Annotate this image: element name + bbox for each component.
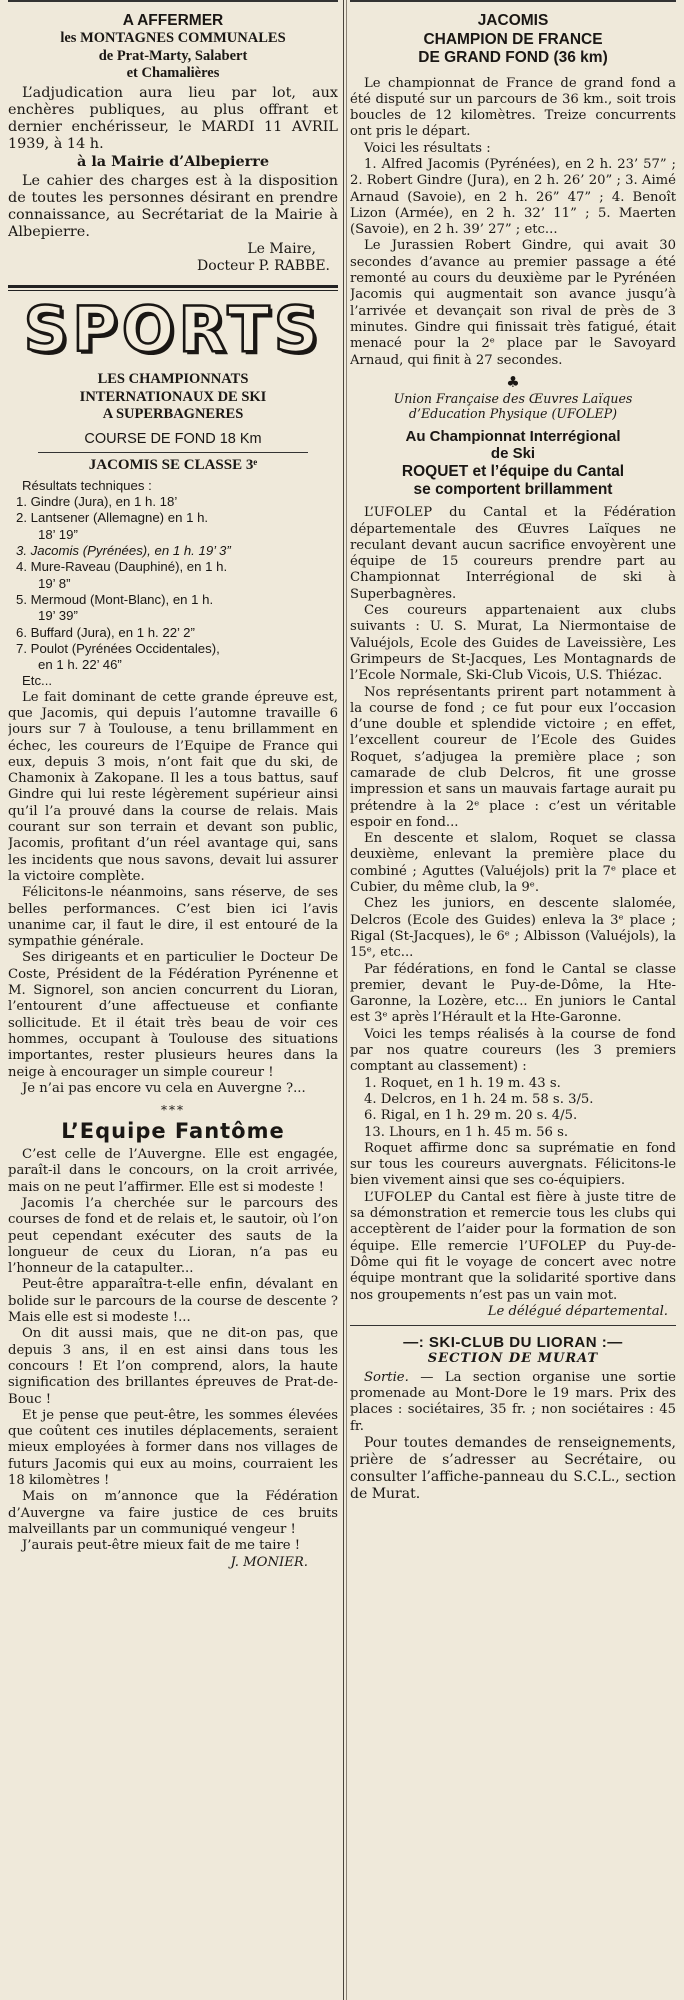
notice-location: à la Mairie d’Albepierre (77, 153, 269, 171)
notice-subtitle-3: et Chamalières (126, 65, 220, 81)
jacomis-title-1: JACOMIS (477, 12, 549, 29)
results-list (8, 478, 338, 690)
result-line-cont: 19’ 8” (38, 575, 71, 591)
article-title-3: A SUPERBAGNERES (102, 406, 244, 423)
ufolep-paragraph: Chez les juniors, en descente slalomée, Delcros (Ecole des Guides) enleva la 3ᵉ place ; Rigal (St-Jacques), le 6ᵉ ; Albisson (Valuéjols), la 15ᵉ, etc... (350, 896, 676, 961)
notice-sign-name: Docteur P. RABBE. (197, 258, 330, 275)
ufolep-paragraph: Nos représentants prirent part notamment à la course de fond ; ce fut pour eux l’occasion d’une double et splendide victoire ; en effet, l’excellent coureur de l’Ecole des Guides Roquet, s’adjugea la première place ; son camarade de club Delcros, fit une grosse impression et sans un mauvais fartage aurait pu prétendre à la 2ᵉ place : c’est un véritable espoir en fond... (350, 684, 676, 830)
stars-separator: *** (161, 1103, 185, 1118)
sortie-text: — La section organise une sortie promenade au Mont-Dore le 19 mars. Prix des places : sociétaires, 35 fr. ; non sociétaires : 45 fr. (350, 1369, 676, 1434)
result-line-cont: en 1 h. 22’ 46” (38, 657, 122, 673)
column-rule-thin (346, 0, 347, 2000)
time-line: 13. Lhours, en 1 h. 45 m. 56 s. (364, 1124, 569, 1140)
fantome-paragraph: Peut-être apparaîtra-t-elle enfin, dévalant en bolide sur le parcours de la course de descente ? Mais elle est si modeste !... (8, 1277, 338, 1326)
sortie-label: Sortie. (364, 1369, 409, 1385)
fantome-paragraph: C’est celle de l’Auvergne. Elle est engagée, paraît-il dans le concours, on la croit arrivée, mais on ne peut l’affirmer. Elle est si modeste ! (8, 1147, 338, 1195)
ufolep-times (350, 1076, 676, 1141)
column-rule (343, 0, 344, 2000)
article-skiclub (350, 1334, 676, 1503)
notice-title: A AFFERMER (122, 12, 224, 29)
fantome-signature: J. MONIER. (230, 1554, 308, 1570)
article-paragraph: Le fait dominant de cette grande épreuve est, que Jacomis, qui depuis l’automne travaille 6 jours sur 7 à Toulouse, a tenu brillamment en échec, les coureurs de l’Equipe de France qui eux, depuis 3 mois, n’ont fait que du ski, de Chamonix à Zakopane. Il les a tous battus, sauf Gindre qui lui reste légèrement supérieur ainsi qu’il l’a prouvé dans la course de relais. Mais courant sur son terrain et devant son public, Jacomis, profitant d’un réel avantage qui, sans les incidents que nous savons, devait lui assurer la victoire complète. (8, 689, 338, 884)
classe-heading: JACOMIS SE CLASSE 3ᵉ (88, 456, 258, 473)
notice-subtitle-2: de Prat-Marty, Salabert (98, 47, 248, 64)
divider (38, 452, 308, 453)
results-etc: Etc... (22, 673, 53, 689)
article-title-1: LES CHAMPIONNATS (97, 371, 249, 388)
article-ufolep (350, 391, 676, 1319)
skiclub-subtitle: SECTION DE MURAT (427, 1350, 599, 1366)
result-line: 1. Gindre (Jura), en 1 h. 18’ (16, 494, 178, 510)
result-line-cont: 18’ 19” (38, 526, 78, 542)
ufolep-paragraph: Voici les temps réalisés à la course de fond par nos quatre coureurs (les 3 premiers comptant au classement) : (350, 1026, 676, 1075)
result-line: 2. Lantsener (Allemagne) en 1 h. (16, 510, 209, 526)
ufolep-paragraph: Par fédérations, en fond le Cantal se classe premier, devant le Puy-de-Dôme, la Hte-Garonne, la Lozère, etc... En juniors le Cantal est 3ᵉ après l’Hérault et la Hte-Garonne. (350, 961, 676, 1026)
ufolep-paragraph: Roquet affirme donc sa suprématie en fond sur tous les coureurs auvergnats. Félicitons-le bien vivement ainsi que ses co-équipiers. (350, 1140, 676, 1189)
result-line-cont: 19’ 39” (38, 608, 78, 624)
article-fantome (8, 1103, 338, 1569)
result-line: 3. Jacomis (Pyrénées), en 1 h. 19’ 3” (16, 543, 231, 559)
left-column (8, 0, 338, 2000)
notice-sign-role: Le Maire, (247, 241, 316, 258)
article-paragraph: Je n’ai pas encore vu cela en Auvergne ?... (22, 1080, 306, 1096)
ufolep-paragraph: Ces coureurs appartenaient aux clubs suivants : U. S. Murat, La Niermontaise de Valuéjols, Ecole des Guides de Laveissière, Les Grimpeurs de St-Jacques, Les Montagnards de l’Ecole Normale, Ski-Club Vicois, U.S. Thiézac. (350, 603, 676, 684)
result-line: 4. Mure-Raveau (Dauphiné), en 1 h. (16, 559, 228, 575)
jacomis-results-label: Voici les résultats : (364, 140, 491, 156)
club-ornament-icon: ♣ (506, 372, 520, 391)
article-jacomis (350, 12, 676, 369)
time-line: 1. Roquet, en 1 h. 19 m. 43 s. (364, 1075, 561, 1091)
jacomis-intro: Le championnat de France de grand fond a été disputé sur un parcours de 36 km., soit trois boucles de 12 kilomètres. Treize concurrents ont pris le départ. (350, 75, 676, 140)
sports-banner: SPORTS (23, 293, 323, 367)
jacomis-title-2: CHAMPION DE FRANCE (423, 30, 603, 48)
skiclub-title: —: SKI-CLUB DU LIORAN :— (403, 1333, 623, 1351)
fantome-paragraph: Et je pense que peut-être, les sommes élevées que coûtent ces inutiles déplacements, seraient mieux employées à former dans nos villages de futurs Jacomis qui eux au moins, courraient les 18 kilomètres ! (8, 1407, 338, 1489)
result-line: 6. Buffard (Jura), en 1 h. 22’ 2” (16, 624, 195, 640)
fantome-closing (8, 1538, 338, 1554)
section-divider (8, 285, 338, 291)
notice-affermer (8, 12, 338, 275)
result-line: 5. Mermoud (Mont-Blanc), en 1 h. (16, 591, 214, 607)
fantome-paragraph: Mais on m’annonce que la Fédération d’Auvergne va faire justice de ces bruits malveillants par un communiqué vengeur ! (8, 1489, 338, 1537)
notice-subtitle-1: les MONTAGNES COMMUNALES (60, 30, 286, 46)
divider (350, 1325, 676, 1326)
jacomis-results: 1. Alfred Jacomis (Pyrénées), en 2 h. 23’ 57” ; 2. Robert Gindre (Jura), en 2 h. 26’ 20” ; 3. Aimé Arnaud (Savoie), en 2 h. 26” 47” ; 4. Benoît Lizon (Armée), en 2 h. 32’ 11” ; 5. Maerten (Savoie), en 2 h. 39’ 27” ; etc... (350, 156, 676, 238)
article-paragraph: Félicitons-le néanmoins, sans réserve, de ses belles performances. C’est bien ici l’avis unanime car, il faut le dire, il est entouré de la sympathie générale. (8, 885, 338, 950)
results-label: Résultats techniques : (22, 477, 152, 493)
top-border (350, 0, 676, 8)
ufolep-paragraph: En descente et slalom, Roquet se classa deuxième, enlevant la première place du combiné ; Aguttes (Valuéjols) prit la 7ᵉ place et Cubier, du même club, la 9ᵉ. (350, 831, 676, 896)
ufolep-paragraph: L’UFOLEP du Cantal est fière à juste titre de sa démonstration et remercie tous les clubs qui acceptèrent de l’aider pour la formation de son équipe. Elle remercie l’UFOLEP du Puy-de-Dôme qui fit le voyage de concert avec notre équipe montrant que la solidarité sportive dans nos groupements n’est pas un vain mot. (350, 1189, 676, 1303)
jacomis-title-3: DE GRAND FOND (36 km) (418, 49, 608, 66)
top-border (8, 0, 338, 8)
ufolep-paragraph: L’UFOLEP du Cantal et la Fédération départementale des Œuvres Laïques ne reculant devant aucun sacrifice envoyèrent une équipe de 15 coureurs prendre part au Championnat Interrégional de ski à Superbagnères. (350, 505, 676, 602)
notice-body-2: Le cahier des charges est à la disposition de toutes les personnes désirant en prendre connaissance, au Secrétariat de la Mairie à Albepierre. (8, 172, 338, 241)
ufolep-org-1: Union Française des Œuvres Laïques (393, 390, 633, 406)
fantome-paragraph: On dit aussi mais, que ne dit-on pas, que depuis 3 ans, il en est ainsi dans tous les concours ! Et l’on comprend, alors, la haute signification des brillantes épreuves de Prat-de-Bouc ! (8, 1326, 338, 1407)
article-title-2: INTERNATIONAUX DE SKI (79, 388, 267, 405)
time-line: 4. Delcros, en 1 h. 24 m. 58 s. 3/5. (364, 1091, 594, 1107)
ufolep-signature: Le délégué départemental. (487, 1303, 668, 1319)
ufolep-heading-3: ROQUET et l’équipe du Cantal (401, 462, 625, 480)
right-column (350, 0, 676, 2000)
time-line: 6. Rigal, en 1 h. 29 m. 20 s. 4/5. (364, 1108, 578, 1124)
article-paragraph: Ses dirigeants et en particulier le Docteur De Coste, Président de la Fédération Pyrénenne et M. Signorel, son ancien concurrent du Lioran, l’entourent d’une affectueuse et confiante sollicitude. Et il était très beau de voir ces hommes, occupant à Toulouse des situations importantes, rester plusieurs heures dans la neige à encourager un simple coureur ! (8, 950, 338, 1080)
fantome-last-line: J’aurais peut-être mieux fait de me taire ! (22, 1538, 301, 1554)
jacomis-paragraph: Le Jurassien Robert Gindre, qui avait 30 secondes d’avance au premier passage a été remonté au cours du deuxième par le Pyrénéen Jacomis qui augmentait son avance jusqu’à l’arrivée et devançait son rival de près de 3 minutes. Gindre qui finissait très fatigué, était menacé pour la 2ᵉ place par le Savoyard Arnaud, qui finit à 27 secondes. (350, 238, 676, 368)
fantome-paragraph: Jacomis l’a cherchée sur le parcours des courses de fond et de relais et, le sautoir, où l’on peut cependant exécuter des sauts de la longueur de ceux du Lioran, n’a pas eu l’honneur de la catapulter... (8, 1196, 338, 1277)
result-line: 7. Poulot (Pyrénées Occidentales), (16, 640, 220, 656)
article-championnats (8, 371, 338, 1097)
skiclub-paragraph: Pour toutes demandes de renseignements, prière de s’adresser au Secrétaire, ou consulter l’affiche-panneau du S.C.L., section de Murat. (350, 1434, 676, 1502)
ufolep-heading-1: Au Championnat Interrégional (405, 427, 621, 445)
skiclub-sortie (350, 1370, 676, 1435)
ufolep-org-2: d’Education Physique (UFOLEP) (408, 406, 618, 422)
course-heading: COURSE DE FOND 18 Km (84, 430, 262, 447)
fantome-title: L’Equipe Fantôme (61, 1119, 285, 1144)
notice-body: L’adjudication aura lieu par lot, aux enchères publiques, au plus offrant et dernier enchérisseur, le MARDI 11 AVRIL 1939, à 14 h. (8, 84, 338, 153)
ufolep-heading-2: de Ski (490, 445, 536, 463)
ufolep-heading-4: se comportent brillamment (413, 481, 613, 499)
